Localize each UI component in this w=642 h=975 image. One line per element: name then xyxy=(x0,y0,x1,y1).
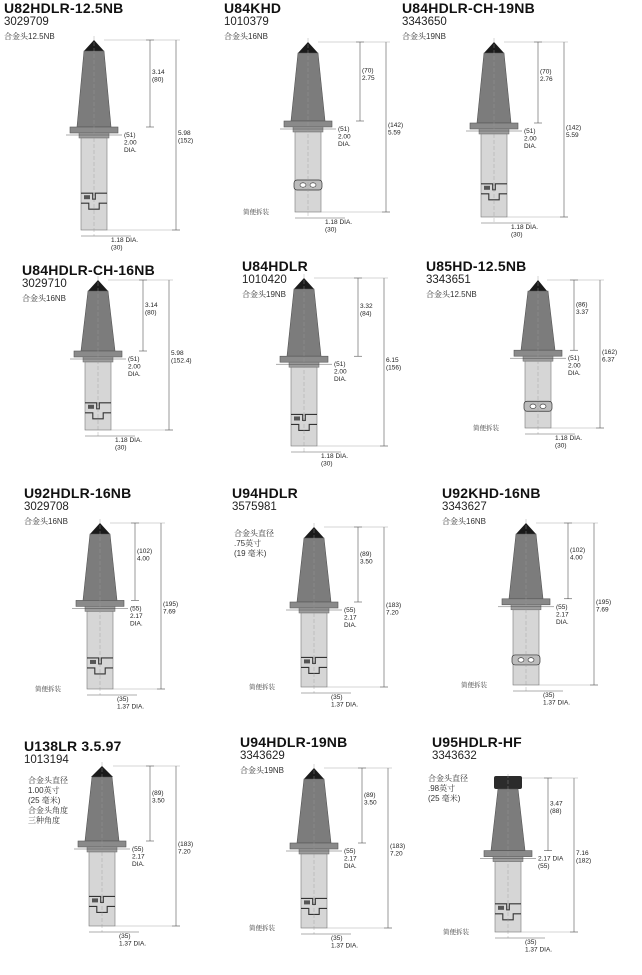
retainer-clip-notch xyxy=(84,195,90,199)
dim-head-height: (70) 2.75 xyxy=(362,67,375,83)
carbide-note: 合金头19NB xyxy=(242,290,287,299)
dim-collar-diameter: (51) 2.00 DIA. xyxy=(338,126,351,148)
pick-drawing xyxy=(4,0,204,252)
part-number: 3029708 xyxy=(24,501,69,513)
dim-collar-diameter: (55) 2.17 DIA. xyxy=(344,848,357,870)
dim-collar-diameter: (51) 2.00 DIA. xyxy=(128,356,141,378)
quick-change-label: 简便拆装 xyxy=(473,424,499,432)
product-title: U94HDLR-19NB xyxy=(240,734,348,750)
product-card xyxy=(242,258,442,495)
pick-drawing xyxy=(240,734,440,950)
product-card xyxy=(4,0,204,252)
dim-head-height: 3.32 (84) xyxy=(360,303,373,318)
quick-change-label: 简便拆装 xyxy=(461,681,487,689)
retainer-ring-slot xyxy=(300,183,306,187)
retainer-ring-slot xyxy=(310,183,316,187)
retainer-clip-notch xyxy=(294,416,300,420)
part-number: 3029710 xyxy=(22,278,67,290)
carbide-note: 合金头16NB xyxy=(224,32,269,41)
part-number: 3343629 xyxy=(240,750,285,762)
carbide-note: 合金头19NB xyxy=(240,766,285,775)
retainer-clip-notch xyxy=(92,898,98,902)
dim-overall-length: (195) 7.69 xyxy=(163,601,179,616)
dim-head-height: (70) 2.76 xyxy=(540,68,553,83)
quick-change-label: 简便拆装 xyxy=(249,683,275,691)
dim-head-height: (102) 4.00 xyxy=(570,547,586,562)
part-number: 3343651 xyxy=(426,274,471,286)
product-title: U84HDLR-CH-19NB xyxy=(402,0,535,16)
pick-drawing xyxy=(22,262,222,499)
product-card xyxy=(428,734,632,971)
product-title: U84KHD xyxy=(224,0,282,16)
retainer-ring-slot xyxy=(530,404,536,408)
dim-shank-diameter: (35) 1.37 DIA. xyxy=(543,692,571,707)
dim-shank-diameter: (35) 1.37 DIA. xyxy=(119,933,147,948)
carbide-note: 合金头16NB xyxy=(24,517,69,526)
product-card xyxy=(402,0,602,237)
pick-drawing xyxy=(24,738,224,950)
dim-overall-length: (142) 5.59 xyxy=(388,122,404,137)
part-number: 3575981 xyxy=(232,501,277,513)
pick-drawing xyxy=(432,734,598,954)
quick-change-label: 简便拆装 xyxy=(243,208,269,216)
retainer-clip-notch xyxy=(90,660,96,664)
quick-change-label: 简便拆装 xyxy=(35,685,61,693)
pick-drawing xyxy=(24,485,224,722)
tip-spec-note: 合金头直径 1.00英寸 (25 毫米) 合金头角度 三种角度 xyxy=(28,776,68,825)
carbide-note: 合金头19NB xyxy=(402,32,447,41)
tip-spec-note: 合金头直径 .75英寸 (19 毫米) xyxy=(234,529,274,558)
pick-drawing xyxy=(402,0,602,237)
dim-shank-diameter: (35) 1.37 DIA. xyxy=(331,935,359,950)
dim-collar-diameter: (51) 2.00 DIA. xyxy=(334,361,347,384)
dim-head-height: 3.14 (80) xyxy=(152,69,165,84)
product-title: U84HDLR-CH-16NB xyxy=(22,262,155,278)
carbide-note: 合金头12.5NB xyxy=(426,290,477,299)
dim-collar-diameter: (51) 2.00 DIA. xyxy=(524,128,537,150)
part-number: 1010379 xyxy=(224,16,269,28)
dim-collar-diameter: (51) 2.00 DIA. xyxy=(568,355,581,378)
product-card xyxy=(232,485,432,722)
product-card xyxy=(240,734,440,971)
pick-drawing xyxy=(442,485,642,722)
dim-shank-diameter: (35) 1.37 DIA. xyxy=(117,696,145,711)
dim-head-height: (89) 3.50 xyxy=(152,789,165,805)
product-title: U92HDLR-16NB xyxy=(24,485,132,501)
carbide-note: 合金头16NB xyxy=(22,294,67,303)
carbide-note: 合金头12.5NB xyxy=(4,32,55,41)
dim-overall-length: 5.98 (152) xyxy=(178,130,194,145)
pick-drawing xyxy=(242,258,442,495)
dim-shank-diameter: 1.18 DIA. (30) xyxy=(321,453,349,468)
dim-shank-diameter: 1.18 DIA. (30) xyxy=(111,237,139,252)
dim-overall-length: 6.15 (156) xyxy=(386,357,402,372)
dim-collar-diameter: (55) 2.17 DIA. xyxy=(556,603,569,626)
dim-collar-diameter: (55) 2.17 DIA. xyxy=(132,846,145,868)
dim-overall-length: (183) 7.20 xyxy=(386,602,402,617)
dim-shank-diameter: (35) 1.37 DIA. xyxy=(525,939,553,954)
retainer-ring-slot xyxy=(518,658,524,662)
tip-spec-note: 合金头直径 .98英寸 (25 毫米) xyxy=(428,774,468,803)
dim-overall-length: (183) 7.20 xyxy=(390,843,406,858)
product-card xyxy=(24,485,224,722)
product-card xyxy=(442,485,642,722)
product-title: U94HDLR xyxy=(232,485,298,501)
retainer-ring-slot xyxy=(540,404,546,408)
retainer-clip-notch xyxy=(304,900,310,904)
dim-shank-diameter: 1.18 DIA. (30) xyxy=(325,219,353,234)
product-title: U85HD-12.5NB xyxy=(426,258,527,274)
quick-change-label: 简便拆装 xyxy=(443,928,469,936)
product-title: U82HDLR-12.5NB xyxy=(4,0,124,16)
dim-head-height: 3.14 (80) xyxy=(145,302,158,317)
product-card xyxy=(22,262,222,499)
product-title: U84HDLR xyxy=(242,258,308,274)
pick-drawing xyxy=(224,0,424,237)
dim-shank-diameter: 1.18 DIA. (30) xyxy=(115,437,143,452)
dim-overall-length: (183) 7.20 xyxy=(178,841,194,856)
product-card xyxy=(24,738,224,975)
product-title: U95HDLR-HF xyxy=(432,734,522,750)
dim-collar-diameter: (55) 2.17 DIA. xyxy=(344,607,357,629)
part-number: 1013194 xyxy=(24,754,69,766)
retainer-clip-notch xyxy=(304,659,310,663)
dim-collar-diameter: (55) 2.17 DIA. xyxy=(130,605,143,628)
dim-head-height: (86) 3.37 xyxy=(576,301,589,317)
product-card xyxy=(426,258,626,495)
pick-drawing xyxy=(232,485,432,722)
dim-collar-diameter: (51) 2.00 DIA. xyxy=(124,132,137,154)
dim-overall-length: (195) 7.69 xyxy=(596,599,612,614)
part-number: 3029709 xyxy=(4,16,49,28)
dim-head-height: (89) 3.50 xyxy=(364,791,377,807)
product-title: U92KHD-16NB xyxy=(442,485,541,501)
dim-head-height: 3.47 (88) xyxy=(550,800,563,816)
quick-change-label: 简便拆装 xyxy=(249,924,275,932)
carbide-note: 合金头16NB xyxy=(442,517,487,526)
dim-collar-diameter: 2.17 DIA (55) xyxy=(538,855,564,871)
dim-overall-length: (162) 6.37 xyxy=(602,349,618,364)
pick-drawing xyxy=(426,258,626,495)
part-number: 3343632 xyxy=(432,750,477,762)
part-number: 1010420 xyxy=(242,274,287,286)
dim-overall-length: 5.98 (152.4) xyxy=(171,350,192,365)
dim-shank-diameter: 1.18 DIA. (30) xyxy=(511,224,539,239)
dim-overall-length: 7.16 (182) xyxy=(576,850,592,865)
retainer-clip-notch xyxy=(484,186,490,190)
dim-overall-length: (142) 5.59 xyxy=(566,124,582,139)
retainer-ring-slot xyxy=(528,658,534,662)
part-number: 3343650 xyxy=(402,16,447,28)
part-number: 3343627 xyxy=(442,501,487,513)
retainer-clip-notch xyxy=(88,405,94,409)
retainer-clip-notch xyxy=(498,906,504,910)
dim-shank-diameter: 1.18 DIA. (30) xyxy=(555,435,583,450)
product-title: U138LR 3.5.97 xyxy=(24,738,122,754)
product-card xyxy=(224,0,424,237)
dim-head-height: (89) 3.50 xyxy=(360,550,373,566)
dim-shank-diameter: (35) 1.37 DIA. xyxy=(331,694,359,709)
dim-head-height: (102) 4.00 xyxy=(137,547,153,563)
